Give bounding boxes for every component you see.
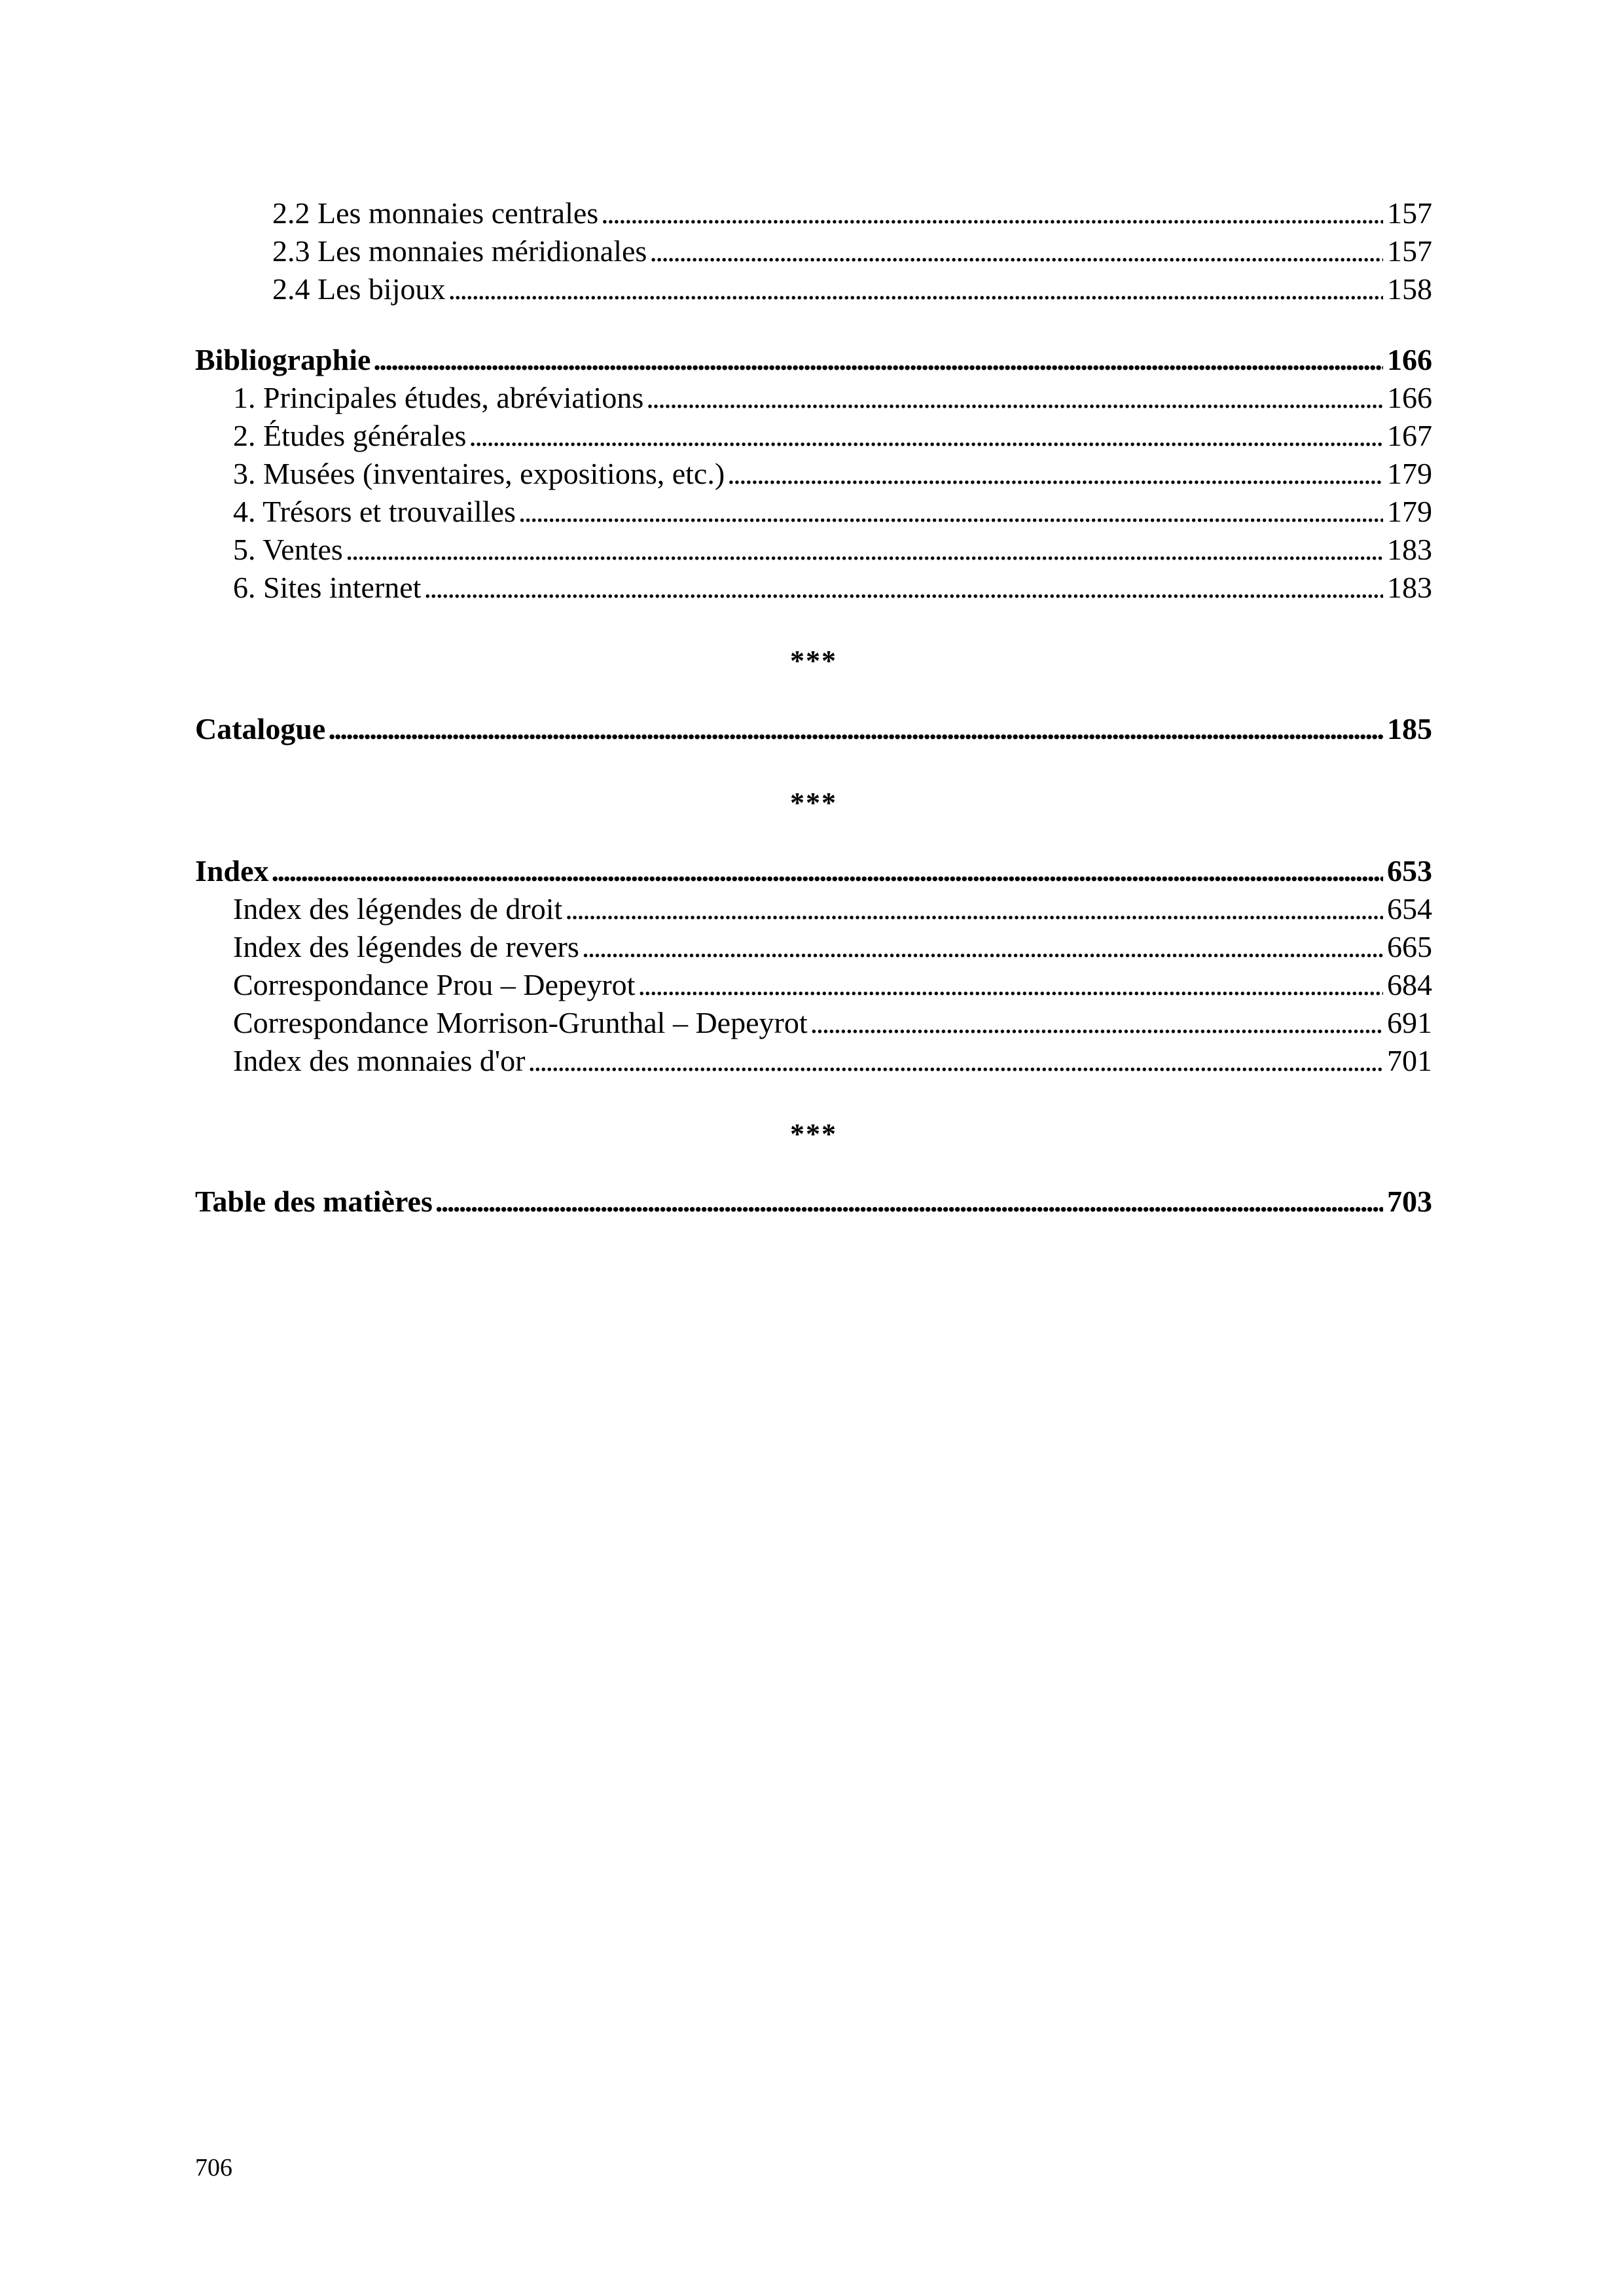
toc-section-heading bbox=[195, 341, 1432, 379]
toc-entry bbox=[195, 270, 1432, 308]
section-separator: *** bbox=[790, 1118, 837, 1150]
toc-entry-page: 183 bbox=[1387, 533, 1432, 566]
toc-entry bbox=[195, 379, 1432, 417]
toc-entry-page: 157 bbox=[1387, 234, 1432, 268]
toc-entry bbox=[195, 966, 1432, 1004]
dot-leader bbox=[424, 569, 1383, 607]
toc-entry-page: 179 bbox=[1387, 495, 1432, 528]
toc-entry-page: 701 bbox=[1387, 1044, 1432, 1077]
dot-leader bbox=[528, 1042, 1383, 1080]
dot-leader bbox=[346, 531, 1383, 569]
dot-leader bbox=[469, 417, 1383, 455]
toc-entry-label: Index des légendes de revers bbox=[233, 930, 579, 963]
dot-leader bbox=[646, 379, 1383, 417]
toc-entry-page: 166 bbox=[1387, 381, 1432, 414]
toc-entry bbox=[195, 890, 1432, 928]
dot-leader bbox=[518, 493, 1383, 531]
toc-entry bbox=[195, 928, 1432, 966]
toc-entry-page: 653 bbox=[1387, 854, 1432, 888]
toc-entry bbox=[195, 569, 1432, 607]
toc-entry-label: 2.4 Les bijoux bbox=[272, 272, 446, 306]
toc-entry-label: Index des monnaies d'or bbox=[233, 1044, 526, 1077]
toc-entry-page: 665 bbox=[1387, 930, 1432, 963]
toc-entry-label: 2.3 Les monnaies méridionales bbox=[272, 234, 647, 268]
toc-entry-label: Correspondance Morrison-Grunthal – Depeyrot bbox=[233, 1006, 808, 1039]
dot-leader bbox=[649, 232, 1383, 270]
dot-leader bbox=[727, 455, 1383, 493]
toc-entry-label: Table des matières bbox=[195, 1185, 433, 1218]
dot-leader bbox=[582, 928, 1383, 966]
section-separator: *** bbox=[790, 787, 837, 819]
section-separator: *** bbox=[790, 645, 837, 677]
toc-entry-label: 1. Principales études, abréviations bbox=[233, 381, 644, 414]
page-number: 706 bbox=[195, 2154, 232, 2181]
toc-entry-label: Correspondance Prou – Depeyrot bbox=[233, 968, 636, 1001]
dot-leader bbox=[435, 1183, 1383, 1221]
dot-leader bbox=[373, 341, 1383, 379]
dot-leader bbox=[638, 966, 1383, 1004]
toc-entry-label: 2. Études générales bbox=[233, 419, 467, 452]
toc-entry-page: 157 bbox=[1387, 196, 1432, 230]
toc-entry-label: Catalogue bbox=[195, 712, 326, 745]
toc-entry bbox=[195, 1004, 1432, 1042]
toc-entry bbox=[195, 417, 1432, 455]
toc-entry-page: 654 bbox=[1387, 892, 1432, 925]
toc-entry-label: 2.2 Les monnaies centrales bbox=[272, 196, 599, 230]
toc-entry-page: 703 bbox=[1387, 1185, 1432, 1218]
toc-entry-page: 158 bbox=[1387, 272, 1432, 306]
toc-entry-label: Index des légendes de droit bbox=[233, 892, 563, 925]
dot-leader bbox=[810, 1004, 1383, 1042]
toc-entry-page: 185 bbox=[1387, 712, 1432, 745]
toc-entry bbox=[195, 1042, 1432, 1080]
toc-entry-label: Index bbox=[195, 854, 269, 888]
toc-section-heading bbox=[195, 1183, 1432, 1221]
toc-entry-page: 179 bbox=[1387, 457, 1432, 490]
toc-section-heading bbox=[195, 710, 1432, 748]
toc-entry-label: 6. Sites internet bbox=[233, 571, 422, 604]
toc-entry-label: Bibliographie bbox=[195, 343, 371, 376]
dot-leader bbox=[448, 270, 1383, 308]
toc-entry-page: 183 bbox=[1387, 571, 1432, 604]
toc-section-heading bbox=[195, 852, 1432, 890]
toc-entry bbox=[195, 455, 1432, 493]
toc-entry-label: 5. Ventes bbox=[233, 533, 343, 566]
toc-entry-label: 3. Musées (inventaires, expositions, etc.) bbox=[233, 457, 725, 490]
toc-entry bbox=[195, 493, 1432, 531]
dot-leader bbox=[271, 852, 1383, 890]
toc-entry-page: 166 bbox=[1387, 343, 1432, 376]
toc-entry bbox=[195, 232, 1432, 270]
toc-entry bbox=[195, 531, 1432, 569]
toc-entry-page: 167 bbox=[1387, 419, 1432, 452]
toc-entry-label: 4. Trésors et trouvailles bbox=[233, 495, 516, 528]
toc-entry-page: 691 bbox=[1387, 1006, 1432, 1039]
dot-leader bbox=[328, 710, 1383, 748]
toc-entry-page: 684 bbox=[1387, 968, 1432, 1001]
dot-leader bbox=[565, 890, 1383, 928]
toc-entry bbox=[195, 194, 1432, 232]
dot-leader bbox=[601, 194, 1383, 232]
